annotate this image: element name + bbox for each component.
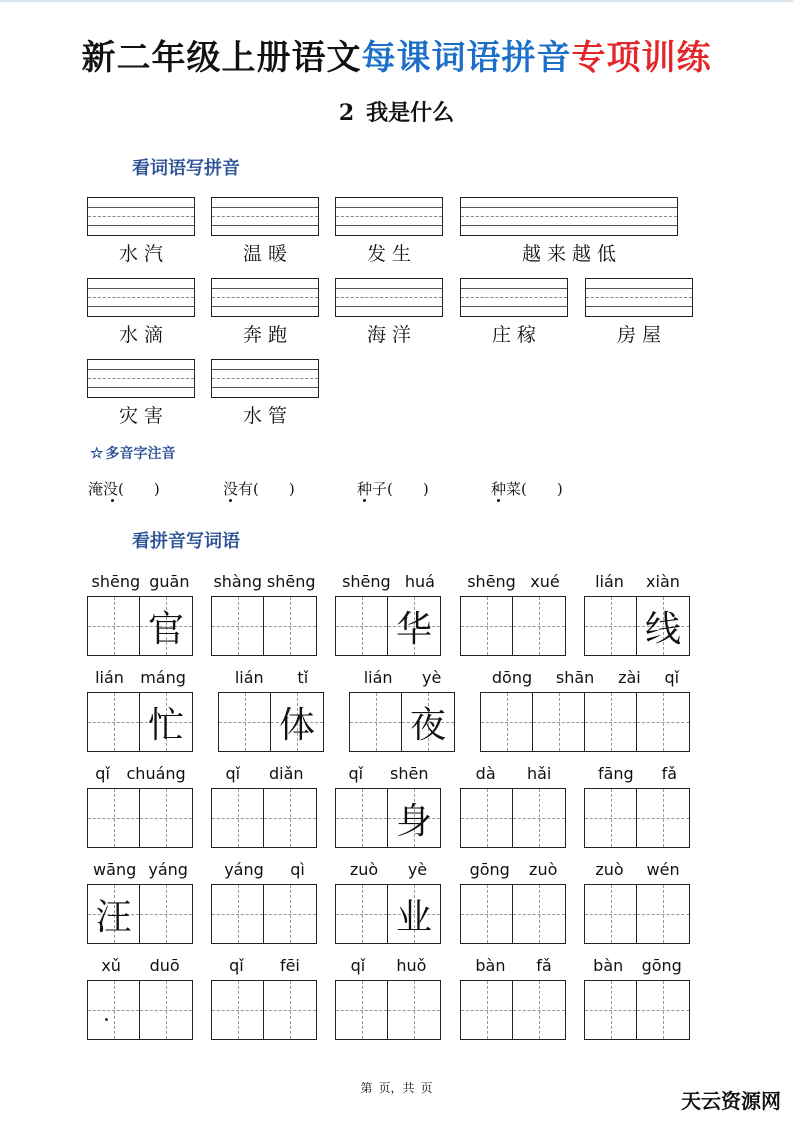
cell-guide-vertical	[663, 789, 664, 847]
word-label: 水 汽	[118, 243, 164, 265]
pinyin-word-block	[87, 860, 194, 944]
pinyin-word-block	[335, 860, 442, 944]
pinyin-syllable: qǐ	[229, 956, 244, 975]
tianzige-row	[211, 788, 317, 848]
tianzige-cell[interactable]	[336, 789, 388, 847]
tianzige-row	[87, 884, 193, 944]
polyphone-text: 没有( )	[223, 480, 295, 498]
top-rule	[0, 0, 793, 2]
tianzige-row	[460, 980, 566, 1040]
pinyin-syllable: yè	[407, 860, 428, 879]
tianzige-row	[480, 692, 690, 752]
pinyin-label	[87, 668, 194, 690]
pinyin-syllable: qǐ	[225, 764, 241, 783]
pinyin-write-box[interactable]	[87, 278, 195, 317]
pinyin-syllable: shàng	[213, 572, 263, 591]
cell-guide-vertical	[362, 981, 363, 1039]
pinyin-syllable: qǐ	[348, 764, 364, 783]
given-character: 夜	[409, 704, 446, 746]
tianzige-cell[interactable]	[212, 981, 264, 1039]
pinyin-word-block	[460, 572, 567, 656]
pinyin-label	[460, 764, 567, 786]
cell-guide-vertical	[611, 597, 612, 655]
pinyin-write-box[interactable]	[211, 359, 319, 398]
watermark-logo: 天云资源网	[681, 1089, 781, 1113]
cell-guide-vertical	[611, 981, 612, 1039]
pinyin-syllable: wāng	[93, 860, 137, 879]
cell-guide-vertical	[166, 981, 167, 1039]
pinyin-syllable: shēng	[266, 572, 316, 591]
pinyin-box-group	[87, 278, 195, 347]
pinyin-write-box[interactable]	[87, 197, 195, 236]
tianzige-cell[interactable]	[264, 597, 316, 655]
pinyin-syllable: dà	[475, 764, 496, 783]
tianzige-cell[interactable]	[212, 597, 264, 655]
tianzige-row	[335, 596, 441, 656]
pinyin-syllable: shēng	[91, 572, 141, 591]
cell-guide-vertical	[238, 789, 239, 847]
pinyin-box-group	[87, 359, 195, 428]
pinyin-label	[349, 668, 456, 690]
cell-guide-vertical	[539, 597, 540, 655]
pinyin-syllable: qì	[290, 860, 305, 879]
word-label: 海 洋	[366, 324, 412, 346]
pinyin-box-group	[335, 197, 443, 266]
pinyin-word-block	[211, 764, 318, 848]
pinyin-word-block	[211, 956, 318, 1040]
given-character: 身	[395, 800, 432, 842]
pinyin-syllable: diǎn	[268, 764, 304, 783]
tianzige-row	[584, 980, 690, 1040]
pinyin-label	[211, 860, 318, 882]
pinyin-label	[335, 572, 442, 594]
pinyin-word-block	[584, 764, 691, 848]
pinyin-syllable: shēng	[342, 572, 391, 591]
tianzige-cell[interactable]	[461, 789, 513, 847]
word-label: 发 生	[366, 243, 412, 265]
cell-guide-vertical	[290, 597, 291, 655]
tianzige-row	[335, 980, 441, 1040]
section-heading-word-to-pinyin: 看词语写拼音	[132, 158, 240, 179]
given-character: 线	[644, 608, 681, 650]
tianzige-cell[interactable]	[461, 981, 513, 1039]
pinyin-syllable: zuò	[529, 860, 558, 879]
pinyin-write-box[interactable]	[211, 197, 319, 236]
pinyin-box-group	[460, 197, 678, 266]
emphasis-dot	[229, 499, 232, 502]
lesson-title	[0, 96, 793, 127]
pinyin-syllable: máng	[140, 668, 186, 687]
cell-guide-vertical	[290, 981, 291, 1039]
title-part-blue: 每课词语拼音	[361, 38, 572, 78]
polyphone-text: 淹没( )	[88, 480, 160, 498]
tianzige-cell[interactable]	[402, 693, 454, 751]
tianzige-row	[211, 596, 317, 656]
cell-guide-vertical	[362, 885, 363, 943]
tianzige-cell[interactable]	[388, 789, 440, 847]
section-heading-polyphone	[90, 443, 175, 463]
tianzige-cell[interactable]	[637, 981, 689, 1039]
pinyin-label	[584, 860, 691, 882]
pencil-mark	[105, 1018, 108, 1021]
pinyin-syllable: gōng	[469, 860, 510, 879]
pinyin-label	[211, 956, 318, 978]
pinyin-box-group	[211, 197, 319, 266]
pinyin-syllable: huǒ	[396, 956, 427, 975]
tianzige-cell[interactable]	[585, 885, 637, 943]
pinyin-syllable: zuò	[349, 860, 379, 879]
tianzige-cell[interactable]	[461, 885, 513, 943]
cell-guide-vertical	[166, 789, 167, 847]
cell-guide-vertical	[611, 789, 612, 847]
pinyin-syllable: tǐ	[297, 668, 309, 687]
cell-guide-vertical	[238, 597, 239, 655]
pinyin-word-block	[335, 572, 442, 656]
tianzige-row	[211, 980, 317, 1040]
tianzige-cell[interactable]	[264, 885, 316, 943]
cell-guide-vertical	[362, 597, 363, 655]
tianzige-cell[interactable]	[637, 597, 689, 655]
tianzige-cell[interactable]	[88, 597, 140, 655]
tianzige-row	[460, 596, 566, 656]
tianzige-cell[interactable]	[350, 693, 402, 751]
pinyin-label	[335, 764, 442, 786]
pinyin-word-block	[480, 668, 691, 752]
tianzige-row	[584, 788, 690, 848]
title-part-red: 专项训练	[571, 38, 712, 78]
given-character: 业	[395, 896, 432, 938]
cell-guide-vertical	[663, 981, 664, 1039]
pinyin-word-block	[335, 956, 442, 1040]
cell-guide-vertical	[290, 789, 291, 847]
tianzige-cell[interactable]	[513, 981, 565, 1039]
pinyin-word-block	[584, 860, 691, 944]
pinyin-syllable: chuáng	[126, 764, 186, 783]
pinyin-syllable: duō	[149, 956, 180, 975]
tianzige-cell[interactable]	[88, 885, 140, 943]
tianzige-cell[interactable]	[219, 693, 271, 751]
polyphone-item[interactable]	[357, 478, 429, 499]
cell-guide-vertical	[114, 981, 115, 1039]
tianzige-cell[interactable]	[585, 981, 637, 1039]
tianzige-cell[interactable]	[388, 597, 440, 655]
emphasis-dot	[497, 499, 500, 502]
pinyin-box-group	[211, 278, 319, 347]
pinyin-label	[87, 956, 194, 978]
cell-guide-vertical	[663, 693, 664, 751]
pinyin-write-box[interactable]	[460, 197, 678, 236]
word-label: 越 来 越 低	[521, 243, 617, 265]
page-title	[0, 30, 793, 79]
word-label: 灾 害	[118, 405, 164, 427]
footer-page-label: 第	[360, 1081, 373, 1095]
cell-guide-vertical	[166, 885, 167, 943]
tianzige-cell[interactable]	[212, 885, 264, 943]
tianzige-row	[349, 692, 455, 752]
cell-guide-vertical	[487, 981, 488, 1039]
pinyin-box-group	[585, 278, 693, 347]
tianzige-row	[218, 692, 324, 752]
tianzige-cell[interactable]	[388, 981, 440, 1039]
tianzige-cell[interactable]	[88, 981, 140, 1039]
cell-guide-vertical	[487, 885, 488, 943]
cell-guide-vertical	[507, 693, 508, 751]
tianzige-row	[460, 884, 566, 944]
given-character: 忙	[147, 704, 184, 746]
cell-guide-vertical	[114, 597, 115, 655]
pinyin-label	[335, 956, 442, 978]
pinyin-label	[87, 572, 194, 594]
pinyin-syllable: fāng	[597, 764, 634, 783]
pinyin-syllable: bàn	[475, 956, 506, 975]
tianzige-row	[87, 596, 193, 656]
cell-guide-vertical	[611, 693, 612, 751]
cell-guide-vertical	[238, 981, 239, 1039]
tianzige-cell[interactable]	[336, 981, 388, 1039]
pinyin-write-box[interactable]	[87, 359, 195, 398]
pinyin-word-block	[584, 572, 691, 656]
pinyin-label	[335, 860, 442, 882]
pinyin-syllable: qǐ	[95, 764, 110, 783]
pinyin-word-block	[87, 956, 194, 1040]
tianzige-cell[interactable]	[585, 789, 637, 847]
pinyin-word-block	[460, 764, 567, 848]
section-heading-pinyin-to-word: 看拼音写词语	[132, 531, 240, 552]
word-label: 庄 稼	[491, 324, 537, 346]
tianzige-row	[335, 788, 441, 848]
tianzige-cell[interactable]	[533, 693, 585, 751]
word-label: 水 管	[242, 405, 288, 427]
pinyin-syllable: dōng	[491, 668, 533, 687]
pinyin-label	[460, 956, 567, 978]
pinyin-word-block	[349, 668, 456, 752]
polyphone-text: 种子( )	[357, 480, 429, 498]
cell-guide-vertical	[539, 789, 540, 847]
pinyin-box-group	[335, 278, 443, 347]
cell-guide-vertical	[245, 693, 246, 751]
tianzige-cell[interactable]	[271, 693, 323, 751]
pinyin-syllable: lián	[363, 668, 393, 687]
pinyin-word-block	[335, 764, 442, 848]
pinyin-word-block	[460, 860, 567, 944]
word-label: 房 屋	[616, 324, 662, 346]
pinyin-syllable: guān	[149, 572, 190, 591]
tianzige-cell[interactable]	[481, 693, 533, 751]
pinyin-syllable: hǎi	[526, 764, 552, 783]
pinyin-syllable: zài	[618, 668, 641, 687]
cell-guide-vertical	[414, 981, 415, 1039]
cell-guide-vertical	[611, 885, 612, 943]
pinyin-syllable: yè	[421, 668, 442, 687]
pinyin-syllable: yáng	[148, 860, 188, 879]
tianzige-cell[interactable]	[140, 693, 192, 751]
tianzige-row	[335, 884, 441, 944]
tianzige-cell[interactable]	[585, 693, 637, 751]
tianzige-row	[460, 788, 566, 848]
tianzige-row	[87, 980, 193, 1040]
word-label: 水 滴	[118, 324, 164, 346]
pinyin-syllable: zuò	[595, 860, 624, 879]
tianzige-cell[interactable]	[336, 597, 388, 655]
tianzige-row	[87, 692, 193, 752]
tianzige-cell[interactable]	[140, 981, 192, 1039]
pinyin-syllable: wén	[646, 860, 680, 879]
pinyin-write-box[interactable]	[460, 278, 568, 317]
tianzige-cell[interactable]	[637, 789, 689, 847]
emphasis-dot	[111, 499, 114, 502]
pinyin-write-box[interactable]	[585, 278, 693, 317]
pinyin-syllable: qǐ	[664, 668, 680, 687]
tianzige-cell[interactable]	[140, 597, 192, 655]
pinyin-label	[460, 860, 567, 882]
tianzige-cell[interactable]	[88, 789, 140, 847]
tianzige-row	[211, 884, 317, 944]
pinyin-label	[218, 668, 325, 690]
page-footer	[0, 1079, 793, 1096]
pinyin-write-box[interactable]	[335, 278, 443, 317]
tianzige-cell[interactable]	[388, 885, 440, 943]
pinyin-syllable: fǎ	[661, 764, 678, 783]
lesson-name: 我是什么	[366, 100, 455, 126]
word-label: 温 暖	[242, 243, 288, 265]
pinyin-syllable: huá	[404, 572, 435, 591]
pinyin-syllable: lián	[95, 668, 124, 687]
pinyin-syllable: fēi	[279, 956, 300, 975]
pinyin-label	[480, 668, 691, 690]
given-character: 官	[147, 608, 184, 650]
tianzige-cell[interactable]	[585, 597, 637, 655]
pinyin-syllable: shēn	[390, 764, 429, 783]
pinyin-syllable: xué	[530, 572, 560, 591]
word-label: 奔 跑	[242, 324, 288, 346]
footer-page-mid: 页，共	[378, 1081, 415, 1095]
pinyin-label	[584, 764, 691, 786]
tianzige-row	[584, 596, 690, 656]
pinyin-word-block	[87, 668, 194, 752]
emphasis-dot	[363, 499, 366, 502]
cell-guide-vertical	[487, 597, 488, 655]
pinyin-label	[87, 764, 194, 786]
given-character: 汪	[95, 896, 132, 938]
pinyin-label	[460, 572, 567, 594]
tianzige-cell[interactable]	[88, 693, 140, 751]
pinyin-label	[211, 764, 318, 786]
pinyin-word-block	[218, 668, 325, 752]
cell-guide-vertical	[290, 885, 291, 943]
pinyin-word-block	[87, 572, 194, 656]
pinyin-box-group	[87, 197, 195, 266]
cell-guide-vertical	[559, 693, 560, 751]
tianzige-cell[interactable]	[140, 885, 192, 943]
pinyin-syllable: yáng	[224, 860, 264, 879]
pinyin-syllable: lián	[234, 668, 264, 687]
pinyin-word-block	[211, 860, 318, 944]
tianzige-row	[87, 788, 193, 848]
given-character: 体	[278, 704, 315, 746]
tianzige-cell[interactable]	[637, 693, 689, 751]
tianzige-cell[interactable]	[336, 885, 388, 943]
pinyin-syllable: xiàn	[646, 572, 680, 591]
pinyin-box-group	[211, 359, 319, 428]
tianzige-cell[interactable]	[637, 885, 689, 943]
tianzige-row	[584, 884, 690, 944]
polyphone-heading-text: 多音字注音	[105, 446, 176, 462]
pinyin-label	[87, 860, 194, 882]
cell-guide-vertical	[539, 885, 540, 943]
pinyin-syllable: bàn	[593, 956, 624, 975]
pinyin-write-box[interactable]	[211, 278, 319, 317]
pinyin-word-block	[460, 956, 567, 1040]
tianzige-cell[interactable]	[212, 789, 264, 847]
cell-guide-vertical	[114, 789, 115, 847]
pinyin-word-block	[211, 572, 318, 656]
polyphone-item[interactable]	[88, 478, 160, 499]
pinyin-word-block	[87, 764, 194, 848]
tianzige-cell[interactable]	[140, 789, 192, 847]
pinyin-syllable: lián	[595, 572, 624, 591]
cell-guide-vertical	[539, 981, 540, 1039]
pinyin-label	[211, 572, 318, 594]
tianzige-cell[interactable]	[513, 597, 565, 655]
polyphone-item[interactable]	[491, 478, 563, 499]
pinyin-syllable: qǐ	[350, 956, 366, 975]
tianzige-cell[interactable]	[513, 789, 565, 847]
star-icon: ☆	[90, 444, 104, 462]
pinyin-label	[584, 956, 691, 978]
cell-guide-vertical	[362, 789, 363, 847]
title-part-black: 新二年级上册语文	[81, 38, 362, 78]
pinyin-syllable: fǎ	[536, 956, 552, 975]
given-character: 华	[395, 608, 432, 650]
pinyin-syllable: gōng	[641, 956, 682, 975]
pinyin-write-box[interactable]	[335, 197, 443, 236]
tianzige-cell[interactable]	[264, 981, 316, 1039]
cell-guide-vertical	[663, 885, 664, 943]
pinyin-box-group	[460, 278, 568, 347]
tianzige-cell[interactable]	[264, 789, 316, 847]
pinyin-syllable: shēng	[467, 572, 516, 591]
tianzige-cell[interactable]	[461, 597, 513, 655]
pinyin-word-block	[584, 956, 691, 1040]
pinyin-syllable: xǔ	[101, 956, 121, 975]
cell-guide-vertical	[376, 693, 377, 751]
lesson-number: 2	[338, 100, 355, 126]
cell-guide-vertical	[487, 789, 488, 847]
cell-guide-vertical	[114, 693, 115, 751]
cell-guide-vertical	[238, 885, 239, 943]
polyphone-item[interactable]	[223, 478, 295, 499]
polyphone-text: 种菜( )	[491, 480, 563, 498]
pinyin-syllable: shān	[555, 668, 595, 687]
footer-page-end: 页	[420, 1081, 433, 1095]
pinyin-label	[584, 572, 691, 594]
tianzige-cell[interactable]	[513, 885, 565, 943]
